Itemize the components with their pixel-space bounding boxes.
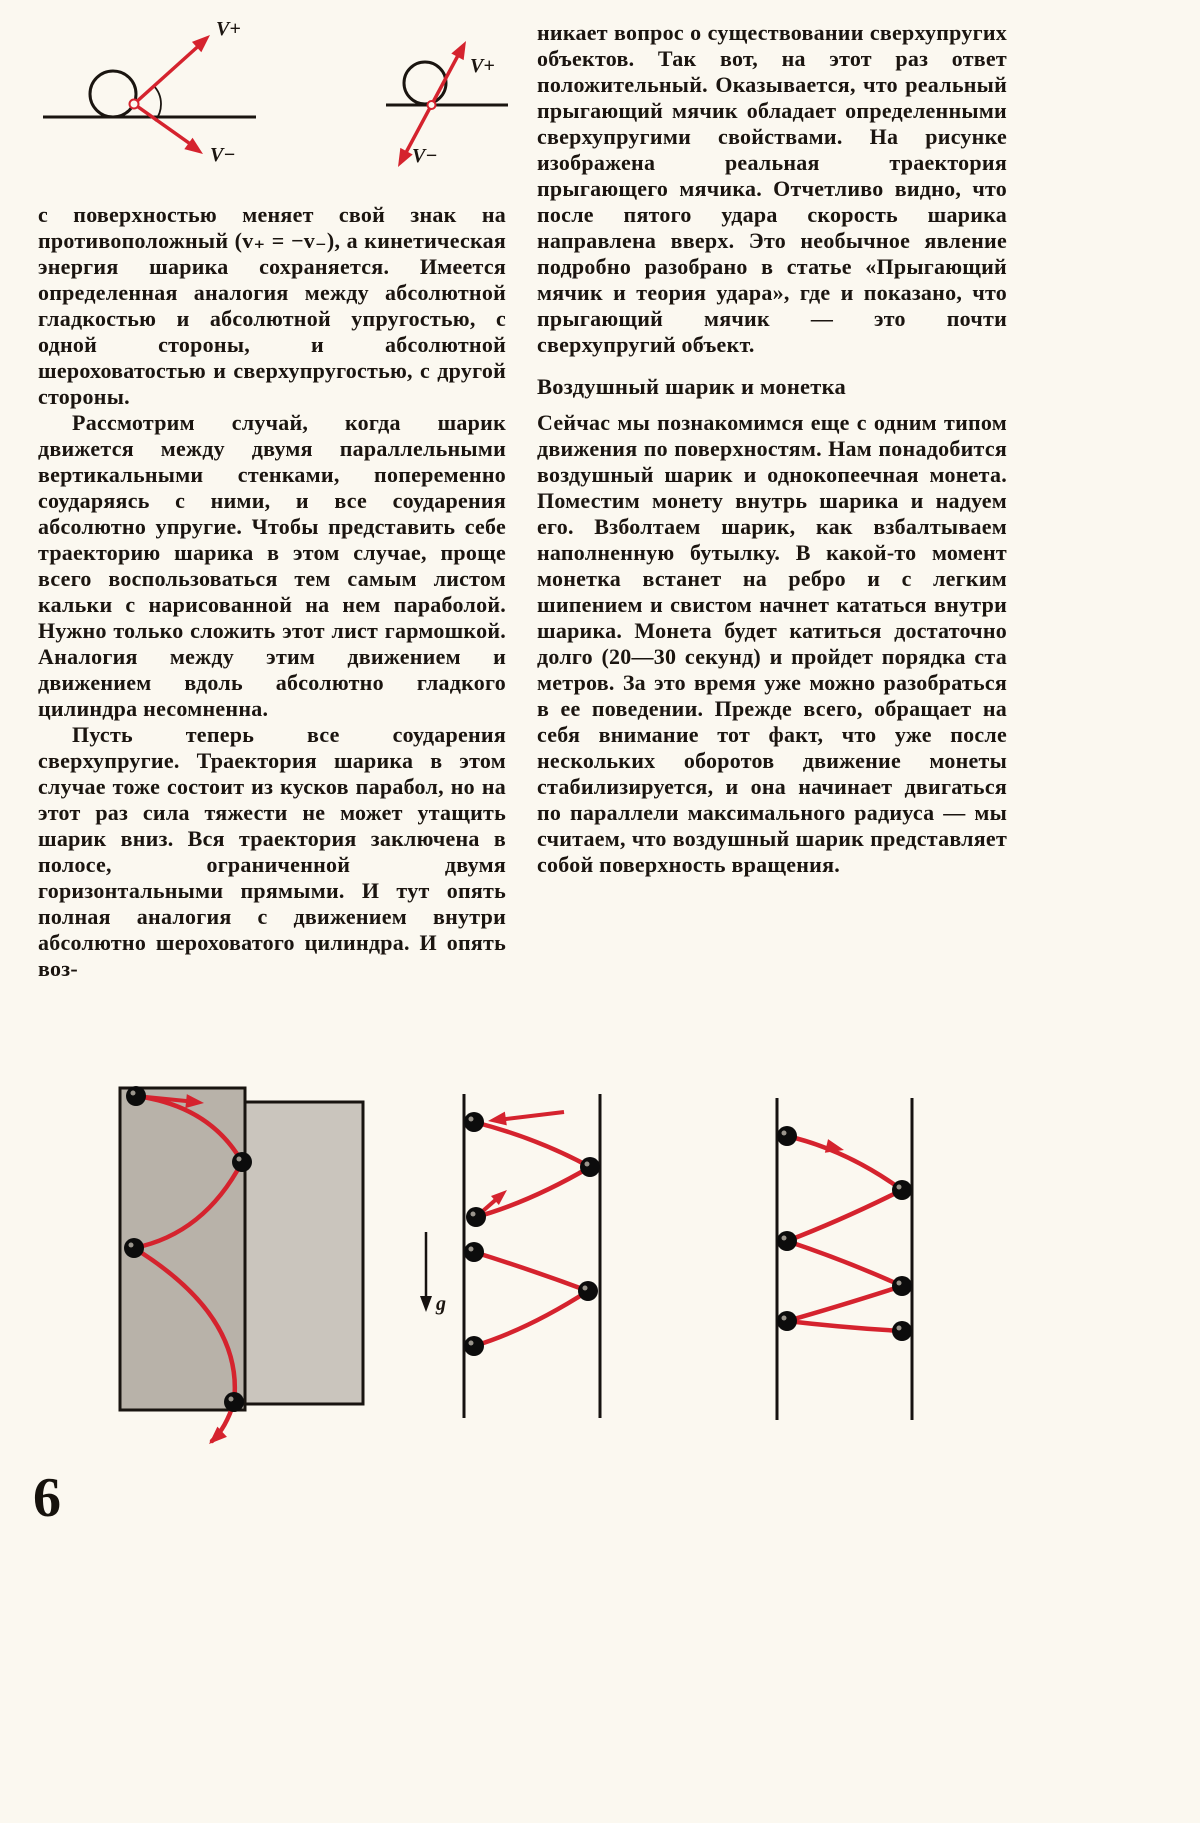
ball bbox=[892, 1180, 912, 1200]
ball-highlight bbox=[229, 1397, 234, 1402]
ball bbox=[464, 1112, 484, 1132]
ball-highlight bbox=[585, 1162, 590, 1167]
trajectory-path bbox=[787, 1136, 902, 1331]
section-heading: Воздушный шарик и монетка bbox=[537, 374, 846, 399]
left-text-column bbox=[38, 202, 506, 982]
card-right-panel bbox=[245, 1102, 363, 1404]
right-text-column bbox=[537, 20, 1007, 878]
figure-velocity-diagram-2 bbox=[378, 12, 518, 202]
ball-highlight bbox=[469, 1247, 474, 1252]
ball-highlight bbox=[782, 1131, 787, 1136]
bounce-balls bbox=[464, 1112, 600, 1356]
v-minus-label: V− bbox=[412, 145, 438, 167]
ball bbox=[892, 1321, 912, 1341]
v-plus-label: V+ bbox=[216, 18, 241, 40]
gravity-arrowhead bbox=[420, 1296, 432, 1312]
trajectory-path-lower bbox=[474, 1252, 588, 1346]
v-plus-vector bbox=[134, 41, 204, 104]
ball-highlight bbox=[129, 1243, 134, 1248]
paragraph: никает вопрос о существовании сверхупругих объектов. Так вот, на этот раз ответ положительный. Оказывается, что реальный прыгающий мячик обладает определенными сверхупругими свойствами. На рисунке изображена реальная траектория прыгающего мячика. Отчетливо видно, что после пятого удара скорость шарика направлена вверх. Это необычное явление подробно разобрано в статье «Прыгающий мячик и теория удара», где и показано, что прыгающий мячик — это почти сверхупругий объект. bbox=[537, 20, 1007, 357]
gravity-label: g bbox=[436, 1293, 446, 1315]
ball-highlight bbox=[897, 1281, 902, 1286]
ball bbox=[777, 1126, 797, 1146]
ball bbox=[466, 1207, 486, 1227]
ball-highlight bbox=[897, 1326, 902, 1331]
page-number: 6 bbox=[33, 1467, 61, 1529]
ball bbox=[464, 1336, 484, 1356]
ball bbox=[232, 1152, 252, 1172]
ball-outline bbox=[404, 62, 446, 104]
ball bbox=[777, 1231, 797, 1251]
figure-folded-card-trajectory bbox=[92, 1072, 432, 1477]
figure-walls-trajectory-zigzag bbox=[752, 1078, 952, 1463]
ball-highlight bbox=[897, 1185, 902, 1190]
figure-walls-trajectory-gravity bbox=[412, 1078, 712, 1463]
v-plus-label: V+ bbox=[470, 55, 495, 77]
paragraph: Пусть теперь все соударения сверхупругие. Траектория шарика в этом случае тоже состоит из кусков парабол, но на этот раз сила тяжести не может утащить шарик вниз. Вся траектория заключена в полосе, ограниченной двумя горизонтальными прямыми. И тут опять полная аналогия с движением внутри абсолютно шероховатого цилиндра. И опять воз- bbox=[38, 722, 506, 981]
ball-highlight bbox=[469, 1341, 474, 1346]
contact-point-dot bbox=[130, 100, 139, 109]
paragraph: Рассмотрим случай, когда шарик движется между двумя параллельными вертикальными стенками, попеременно соударяясь с ними, и все соударения абсолютно упругие. Чтобы представить себе траекторию шарика в этом случае, проще всего воспользоваться тем самым листом кальки с нарисованной на нем параболой. Нужно только сложить этот лист гармошкой. Аналогия между этим движением и движением вдоль абсолютно гладкого цилиндра несомненна. bbox=[38, 410, 506, 721]
incoming-arrow bbox=[498, 1112, 564, 1120]
ball bbox=[464, 1242, 484, 1262]
ball bbox=[777, 1311, 797, 1331]
ball bbox=[126, 1086, 146, 1106]
ball-highlight bbox=[131, 1091, 136, 1096]
ball-highlight bbox=[583, 1286, 588, 1291]
v-minus-label: V− bbox=[210, 144, 236, 166]
ball bbox=[578, 1281, 598, 1301]
ball-highlight bbox=[471, 1212, 476, 1217]
paragraph: с поверхностью меняет свой знак на противоположный (v₊ = −v₋), а кинетическая энергия шарика сохраняется. Имеется определенная аналогия между абсолютной гладкостью и абсолютной упругостью, с одной стороны, и абсолютной шероховатостью и сверхупругостью, с другой стороны. bbox=[38, 202, 506, 409]
v-minus-vector bbox=[134, 104, 196, 148]
ball bbox=[580, 1157, 600, 1177]
ball-outline bbox=[90, 71, 136, 117]
ball-highlight bbox=[782, 1316, 787, 1321]
ball-highlight bbox=[237, 1157, 242, 1162]
v-minus-arrowhead bbox=[392, 148, 413, 170]
ball-highlight bbox=[782, 1236, 787, 1241]
ball bbox=[124, 1238, 144, 1258]
ball bbox=[892, 1276, 912, 1296]
ball-highlight bbox=[469, 1117, 474, 1122]
ball bbox=[224, 1392, 244, 1412]
contact-point-dot bbox=[428, 101, 436, 109]
figure-velocity-diagram-1 bbox=[28, 5, 298, 200]
paragraph: Сейчас мы познакомимся еще с одним типом движения по поверхностям. Нам понадобится воздушный шарик и однокопеечная монета. Поместим монету внутрь шарика и надуем его. Взболтаем шарик, как взбалтываем наполненную бутылку. В какой-то момент монетка встанет на ребро и с легким шипением и свистом начнет кататься внутри шарика. Монета будет катиться достаточно долго (20—30 секунд) и пройдет порядка ста метров. За это время уже можно разобраться в ее поведении. Прежде всего, обращает на себя внимание тот факт, что уже после нескольких оборотов движение монеты стабилизируется, и она начинает двигаться по параллели максимального радиуса — мы считаем, что воздушный шарик представляет собой поверхность вращения. bbox=[537, 410, 1007, 877]
